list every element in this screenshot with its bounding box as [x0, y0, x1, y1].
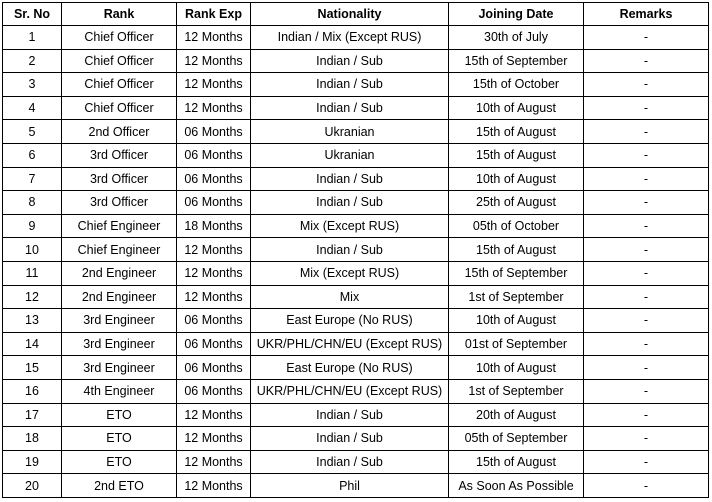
table-row — [3, 26, 709, 50]
cell-remarks: - — [584, 379, 709, 403]
cell-rank-exp: 12 Months — [177, 427, 251, 451]
cell-sr-no: 18 — [3, 427, 62, 451]
cell-joining-date: 15th of October — [449, 73, 584, 97]
cell-sr-no: 4 — [3, 96, 62, 120]
cell-sr-no: 20 — [3, 474, 62, 498]
cell-joining-date: 05th of September — [449, 427, 584, 451]
cell-nationality: Indian / Sub — [251, 450, 449, 474]
crew-vacancy-table — [2, 2, 709, 498]
cell-nationality: Indian / Sub — [251, 403, 449, 427]
header-sr-no: Sr. No — [3, 3, 62, 26]
cell-rank: Chief Officer — [62, 26, 177, 50]
table-row — [3, 96, 709, 120]
cell-nationality: Indian / Mix (Except RUS) — [251, 26, 449, 50]
cell-rank-exp: 06 Months — [177, 143, 251, 167]
cell-remarks: - — [584, 49, 709, 73]
cell-joining-date: 15th of August — [449, 238, 584, 262]
cell-rank: Chief Officer — [62, 49, 177, 73]
cell-sr-no: 10 — [3, 238, 62, 262]
cell-rank-exp: 12 Months — [177, 238, 251, 262]
cell-remarks: - — [584, 96, 709, 120]
table-row — [3, 403, 709, 427]
cell-joining-date: As Soon As Possible — [449, 474, 584, 498]
cell-rank: 2nd ETO — [62, 474, 177, 498]
cell-joining-date: 10th of August — [449, 356, 584, 380]
cell-nationality: UKR/PHL/CHN/EU (Except RUS) — [251, 379, 449, 403]
table-row — [3, 143, 709, 167]
cell-rank: ETO — [62, 450, 177, 474]
cell-sr-no: 9 — [3, 214, 62, 238]
cell-remarks: - — [584, 238, 709, 262]
cell-remarks: - — [584, 214, 709, 238]
cell-sr-no: 2 — [3, 49, 62, 73]
header-joining-date: Joining Date — [449, 3, 584, 26]
cell-nationality: Indian / Sub — [251, 238, 449, 262]
cell-nationality: Indian / Sub — [251, 96, 449, 120]
cell-joining-date: 25th of August — [449, 191, 584, 215]
cell-sr-no: 5 — [3, 120, 62, 144]
cell-rank-exp: 18 Months — [177, 214, 251, 238]
cell-nationality: UKR/PHL/CHN/EU (Except RUS) — [251, 332, 449, 356]
cell-rank-exp: 06 Months — [177, 167, 251, 191]
cell-rank-exp: 12 Months — [177, 474, 251, 498]
cell-joining-date: 1st of September — [449, 285, 584, 309]
cell-rank: Chief Officer — [62, 96, 177, 120]
cell-sr-no: 6 — [3, 143, 62, 167]
cell-sr-no: 15 — [3, 356, 62, 380]
cell-remarks: - — [584, 261, 709, 285]
cell-remarks: - — [584, 26, 709, 50]
cell-joining-date: 10th of August — [449, 167, 584, 191]
cell-remarks: - — [584, 120, 709, 144]
cell-sr-no: 8 — [3, 191, 62, 215]
cell-sr-no: 13 — [3, 309, 62, 333]
header-remarks: Remarks — [584, 3, 709, 26]
table-row — [3, 309, 709, 333]
cell-joining-date: 10th of August — [449, 309, 584, 333]
cell-remarks: - — [584, 167, 709, 191]
cell-rank: ETO — [62, 427, 177, 451]
cell-joining-date: 01st of September — [449, 332, 584, 356]
cell-rank: 3rd Engineer — [62, 356, 177, 380]
cell-remarks: - — [584, 450, 709, 474]
cell-remarks: - — [584, 143, 709, 167]
cell-nationality: Phil — [251, 474, 449, 498]
cell-rank: ETO — [62, 403, 177, 427]
cell-rank-exp: 12 Months — [177, 285, 251, 309]
cell-nationality: Indian / Sub — [251, 49, 449, 73]
cell-sr-no: 11 — [3, 261, 62, 285]
cell-rank-exp: 12 Months — [177, 73, 251, 97]
cell-rank: Chief Engineer — [62, 214, 177, 238]
table-row — [3, 427, 709, 451]
cell-rank-exp: 06 Months — [177, 191, 251, 215]
cell-joining-date: 05th of October — [449, 214, 584, 238]
cell-rank: 2nd Engineer — [62, 261, 177, 285]
cell-rank: Chief Officer — [62, 73, 177, 97]
cell-nationality: Mix — [251, 285, 449, 309]
cell-rank: Chief Engineer — [62, 238, 177, 262]
cell-rank: 2nd Officer — [62, 120, 177, 144]
cell-rank-exp: 12 Months — [177, 261, 251, 285]
cell-joining-date: 10th of August — [449, 96, 584, 120]
cell-rank: 3rd Officer — [62, 143, 177, 167]
cell-rank-exp: 12 Months — [177, 26, 251, 50]
cell-rank-exp: 12 Months — [177, 96, 251, 120]
table-row — [3, 261, 709, 285]
cell-rank: 3rd Officer — [62, 191, 177, 215]
cell-remarks: - — [584, 332, 709, 356]
cell-remarks: - — [584, 356, 709, 380]
table-row — [3, 450, 709, 474]
cell-joining-date: 15th of September — [449, 261, 584, 285]
cell-remarks: - — [584, 309, 709, 333]
table-row — [3, 238, 709, 262]
table-row — [3, 167, 709, 191]
cell-rank-exp: 06 Months — [177, 120, 251, 144]
cell-nationality: East Europe (No RUS) — [251, 309, 449, 333]
cell-joining-date: 15th of September — [449, 49, 584, 73]
header-row — [3, 3, 709, 26]
table-row — [3, 474, 709, 498]
cell-sr-no: 17 — [3, 403, 62, 427]
cell-sr-no: 12 — [3, 285, 62, 309]
cell-nationality: Indian / Sub — [251, 73, 449, 97]
table-row — [3, 285, 709, 309]
cell-rank: 3rd Engineer — [62, 332, 177, 356]
cell-nationality: Mix (Except RUS) — [251, 261, 449, 285]
cell-nationality: Indian / Sub — [251, 191, 449, 215]
header-nationality: Nationality — [251, 3, 449, 26]
cell-rank-exp: 06 Months — [177, 309, 251, 333]
cell-sr-no: 7 — [3, 167, 62, 191]
table-row — [3, 332, 709, 356]
cell-rank-exp: 06 Months — [177, 356, 251, 380]
cell-rank-exp: 12 Months — [177, 403, 251, 427]
cell-sr-no: 14 — [3, 332, 62, 356]
cell-nationality: Mix (Except RUS) — [251, 214, 449, 238]
table-row — [3, 73, 709, 97]
header-rank-exp: Rank Exp — [177, 3, 251, 26]
cell-rank-exp: 12 Months — [177, 450, 251, 474]
cell-rank-exp: 12 Months — [177, 49, 251, 73]
table-row — [3, 356, 709, 380]
cell-remarks: - — [584, 191, 709, 215]
cell-remarks: - — [584, 427, 709, 451]
cell-sr-no: 16 — [3, 379, 62, 403]
cell-nationality: Ukranian — [251, 120, 449, 144]
cell-rank-exp: 06 Months — [177, 332, 251, 356]
cell-sr-no: 1 — [3, 26, 62, 50]
cell-joining-date: 15th of August — [449, 120, 584, 144]
cell-nationality: Ukranian — [251, 143, 449, 167]
table-row — [3, 214, 709, 238]
cell-rank: 2nd Engineer — [62, 285, 177, 309]
cell-sr-no: 19 — [3, 450, 62, 474]
cell-rank-exp: 06 Months — [177, 379, 251, 403]
cell-joining-date: 1st of September — [449, 379, 584, 403]
table-body — [3, 26, 709, 498]
table-header — [3, 3, 709, 26]
cell-remarks: - — [584, 73, 709, 97]
cell-remarks: - — [584, 285, 709, 309]
header-rank: Rank — [62, 3, 177, 26]
cell-joining-date: 15th of August — [449, 450, 584, 474]
cell-rank: 3rd Officer — [62, 167, 177, 191]
cell-joining-date: 30th of July — [449, 26, 584, 50]
table-row — [3, 379, 709, 403]
cell-rank: 4th Engineer — [62, 379, 177, 403]
cell-remarks: - — [584, 403, 709, 427]
cell-remarks: - — [584, 474, 709, 498]
table-row — [3, 49, 709, 73]
cell-nationality: East Europe (No RUS) — [251, 356, 449, 380]
cell-joining-date: 20th of August — [449, 403, 584, 427]
table-row — [3, 120, 709, 144]
cell-sr-no: 3 — [3, 73, 62, 97]
cell-joining-date: 15th of August — [449, 143, 584, 167]
cell-nationality: Indian / Sub — [251, 427, 449, 451]
cell-rank: 3rd Engineer — [62, 309, 177, 333]
table-row — [3, 191, 709, 215]
cell-nationality: Indian / Sub — [251, 167, 449, 191]
